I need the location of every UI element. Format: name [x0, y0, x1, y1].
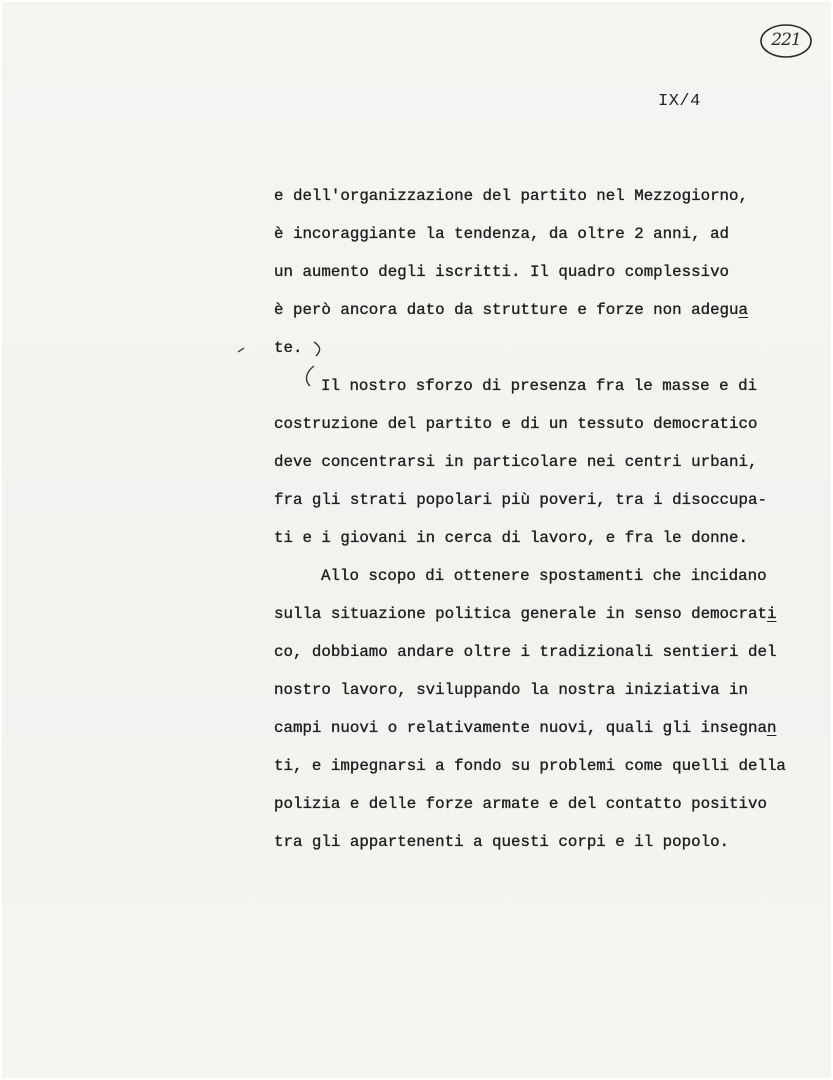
text-line: Il nostro sforzo di presenza fra le masse e di [321, 377, 758, 395]
archive-stamp [758, 22, 814, 60]
paragraph-2 [274, 367, 833, 557]
paper-sheet [6, 6, 831, 1078]
text-line: ti e i giovani in cerca di lavoro, e fra le donne. [274, 529, 748, 547]
text-line: nostro lavoro, sviluppando la nostra iniziativa in [274, 681, 748, 699]
stamp-number: 221 [771, 30, 801, 50]
text-line: e dell'organizzazione del partito nel Mezzogiorno, [274, 187, 748, 205]
text-segment: è però ancora dato da strutture e forze non adegu [274, 301, 739, 319]
text-line: Allo scopo di ottenere spostamenti che incidano [321, 567, 767, 585]
text-line: fra gli strati popolari più poveri, tra i disoccupa- [274, 491, 767, 509]
text-line: un aumento degli iscritti. Il quadro complessivo [274, 263, 730, 281]
paragraph-3 [274, 557, 833, 861]
text-line [274, 709, 833, 747]
text-line: costruzione del partito e di un tessuto democratico [274, 415, 758, 433]
text-line: co, dobbiamo andare oltre i tradizionali sentieri del [274, 643, 777, 661]
paragraph-1 [274, 177, 833, 367]
text-line [274, 291, 833, 329]
letter-body [274, 177, 833, 861]
text-line: ti, e impegnarsi a fondo su problemi come quelli della [274, 757, 786, 775]
text-line [274, 595, 833, 633]
text-segment: sulla situazione politica generale in senso democrat [274, 605, 767, 623]
underlined-letter: n [766, 719, 777, 737]
text-line: polizia e delle forze armate e del contatto positivo [274, 795, 767, 813]
page-label: IX/4 [658, 92, 701, 111]
text-line: deve concentrarsi in particolare nei centri urbani, [274, 453, 758, 471]
underlined-letter: a [738, 301, 748, 319]
text-line: è incoraggiante la tendenza, da oltre 2 anni, ad [274, 225, 730, 243]
underlined-letter: i [766, 605, 777, 623]
text-segment: campi nuovi o relativamente nuovi, quali gli insegna [274, 719, 767, 737]
text-line: te. [274, 339, 303, 357]
text-line: tra gli appartenenti a questi corpi e il popolo. [274, 833, 730, 851]
